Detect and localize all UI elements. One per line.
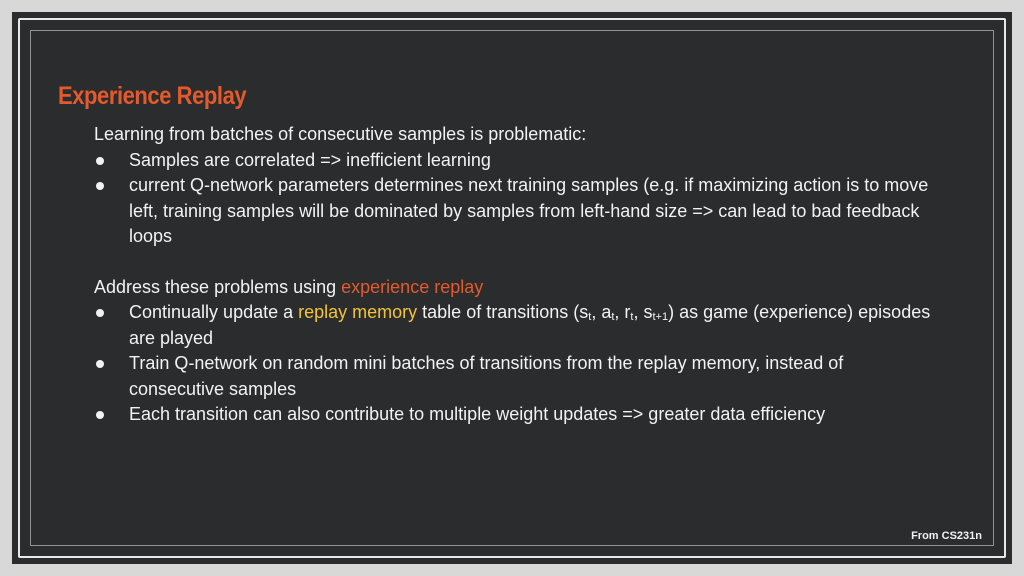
- list-item: [94, 173, 934, 250]
- subscript: t: [611, 311, 615, 323]
- solution-text: [129, 302, 930, 348]
- solution-text-part: , r: [614, 302, 631, 322]
- solution-list: [94, 300, 934, 428]
- spacer: [94, 250, 934, 275]
- intro-text: Learning from batches of consecutive samples is problematic:: [94, 124, 587, 144]
- bullet-icon: [96, 309, 104, 317]
- bullet-icon: [96, 411, 104, 419]
- slide: [12, 12, 1012, 564]
- solution-text-part: ) as game (experience) episodes are played: [129, 302, 931, 348]
- address-prefix: Address these problems using: [94, 276, 342, 297]
- subscript: t: [588, 311, 592, 323]
- source-credit: From CS231n: [911, 530, 982, 542]
- list-item: [94, 351, 934, 402]
- solution-text-part: , s: [633, 302, 653, 322]
- bullet-icon: [96, 157, 104, 165]
- problem-text: current Q-network parameters determines next training samples (e.g. if maximizing action is to move left, training samples will be dominated by samples from left-hand size => can lead to bad feedback loops: [129, 175, 929, 246]
- problem-list: [94, 148, 934, 250]
- solution-text-part: table of transitions (s: [417, 302, 589, 322]
- slide-title: Experience Replay: [58, 82, 247, 110]
- problem-text: Samples are correlated => inefficient learning: [129, 149, 491, 170]
- subscript: t+1: [652, 311, 669, 323]
- bullet-icon: [96, 360, 104, 368]
- solution-text-part: , a: [591, 302, 612, 322]
- slide-body: [94, 122, 934, 428]
- bullet-icon: [96, 182, 104, 190]
- address-line: [94, 275, 934, 301]
- experience-replay-highlight: experience replay: [341, 276, 484, 297]
- subscript: t: [630, 311, 634, 323]
- list-item: [94, 300, 934, 351]
- solution-text: Train Q-network on random mini batches of transitions from the replay memory, instead of consecutive samples: [129, 353, 844, 399]
- solution-text-part: Continually update a: [129, 302, 299, 322]
- list-item: [94, 148, 934, 174]
- replay-memory-highlight: replay memory: [298, 302, 418, 322]
- solution-text: Each transition can also contribute to multiple weight updates => greater data efficiency: [129, 404, 826, 424]
- list-item: [94, 402, 934, 428]
